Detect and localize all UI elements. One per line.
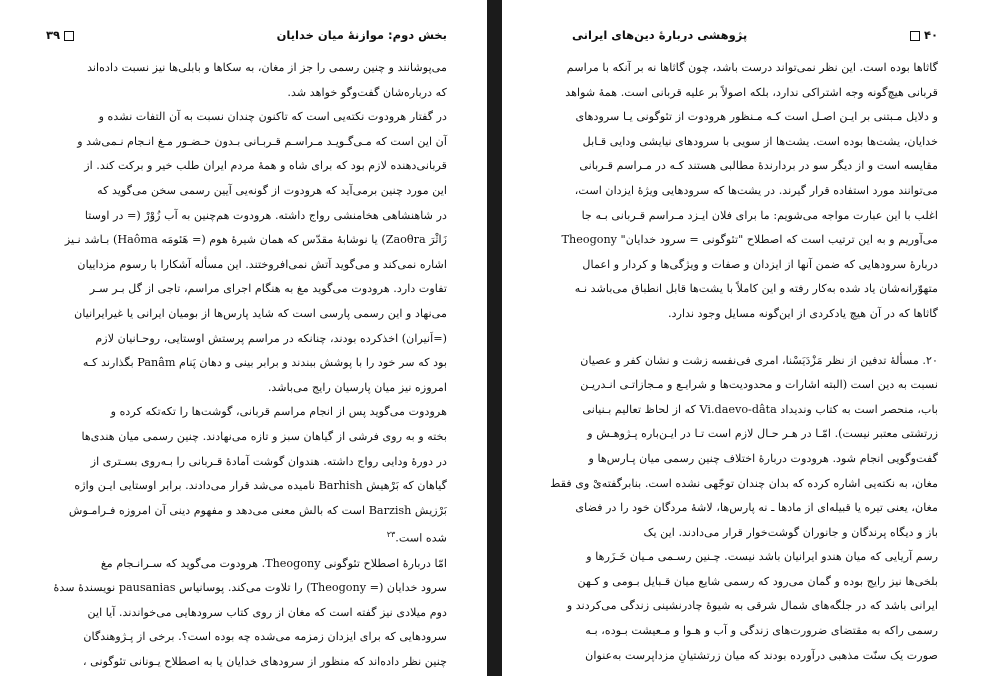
text-line: دوم میلادی نیز گفته است که مغان از روی کتاب سرودهایی می‌خواندند. آیا این [87, 605, 447, 619]
text-line: چنین نظر داده‌اند که منظور از سرودهای خدایان یا به اصطلاح یـونانی تئوگونی ، [83, 654, 447, 668]
text-line: قربانی هیچ‌گونه وجه اشتراکی ندارد، بلکه اصولاً بر علیه قربانی است. همهٔ شواهد [565, 85, 938, 99]
text-line: زَاثْرَ Zaoθra) یا نوشابهٔ مقدّس که همان شیرهٔ هوم (= هَئومَه Haôma) بـاشد نـیز [64, 233, 447, 247]
text-line: نسبت به دین است (البته اشارات و محدودیت‌ها و شرایـع و مـجازاتـی انـدریـن [580, 378, 938, 392]
text-line: بلخی‌ها نیز رایج بوده و گمان می‌رود که رسمی شایع میان قـبایل بـومی و کـهن [577, 574, 938, 588]
text-line: می‌توانند مورد استفاده قرار گیرند. در یشت‌ها که سرودهایی ویژهٔ ایزدان است، [574, 183, 938, 197]
header-title: بخش دوم: موازنهٔ میان خدایان [276, 28, 447, 42]
text-line: متهوّرانه‌شان یاد شده به‌کار رفته و این کاملاً با یشت‌ها قابل انطباق می‌باشد نـه [574, 282, 938, 296]
text-line: اغلب با این عبارت مواجه می‌شویم: ما برای فلان ایـزد مـراسم قـربانی بـه جا [581, 208, 938, 222]
text-line: تفاوت دارد. هرودوت می‌گوید مغ به هنگام اجرای مراسم، تاجی از گل بـر سـر [89, 282, 447, 296]
text-line: می‌نهاد و این رسمی پارسی است که شاید پارس‌ها از بومیان ایرانی یا غیرایرانیان [74, 306, 447, 320]
square-ornament-icon [64, 31, 74, 41]
running-head [46, 26, 447, 44]
text-line: شده است. [395, 532, 447, 546]
text-line: مغان، به نکته‌یی اشاره کرده که بدان چندان توجّهی نشده است. بنابرگفته‌یْ وی فقط [550, 476, 938, 490]
text-line: بود که سر خود را با پوشش ببندند و برابر بینی و دهان پَنام Panâm بگذارند کـه [82, 356, 447, 370]
text-line: باز و دیگاه پرندگان و جانوران گوشت‌خوار قرار می‌دادند. این یک [643, 525, 938, 539]
text-line: سرود خدایان (= Theogony) را تلاوت می‌کند. پوسانیاس pausanias نویسندهٔ سدهٔ [53, 581, 447, 595]
text-line: ایرانی باشد که در جلگه‌های شمال شرقی به شیوهٔ چادرنشینی زندگی می‌کردند و [566, 599, 938, 613]
book-gutter [487, 0, 502, 676]
text-line: مغان، یعنی تیره یا قبیله‌ای از مادها ـ نه پارس‌ها، لاشهٔ مردگان خود را در فضای [575, 501, 938, 515]
page-number: ۳۹ [46, 28, 61, 42]
footnote-marker: ۲۳ [386, 530, 396, 540]
text-line-with-footnote [46, 523, 447, 551]
text-line: مقایسه است و از دیگر سو در بردارندهٔ مطالبی هستند کـه در مـراسم قـربانی [579, 159, 938, 173]
right-page [502, 0, 988, 676]
text-line: رسم آریایی که میان هندو ایرانیان باشد نیست. چـنین رسـمی مـیان خَـزَرها و [586, 550, 938, 564]
square-ornament-icon [910, 31, 920, 41]
page-number: ۴۰ [923, 28, 938, 42]
text-line: امّا دربارهٔ اصطلاح تئوگونی Theogony. هرودوت می‌گوید که سـرانـجام مغ [100, 556, 447, 570]
text-line: می‌آوریم و به این ترتیب است که اصطلاح "تئوگونی = سرود خدایان" Theogony [561, 233, 938, 247]
text-line: امروزه نیز میان پارسیان رایج می‌باشد. [267, 380, 447, 394]
text-line: صورت یک سنّت مذهبی درآورده بودند که میان زرتشتیانِ مزداپرست به‌عنوان [585, 648, 938, 662]
text-line: باب، منحصر است به کتاب وندیداد Vi.daevo-dâta که از لحاظ تعالیم بـنیانی [582, 402, 938, 416]
text-line: این مورد چنین برمی‌آید که هرودوت از گونه‌یی آیین رسمی سخن می‌گوید که [97, 183, 447, 197]
text-line: و دلایل مـبتنی بر ایـن اصـل است کـه مـنظور هرودوت از تئوگونی یـا سرودهای [575, 110, 938, 124]
text-line: ۲۰. مسألهٔ تدفین از نظر مَزْدَیَسْنا، امری فی‌نفسه زشت و نشان کفر و عصیان [580, 353, 938, 367]
text-line: رسمی راکه به مقتضای ضرورت‌های زندگی و آب و هـوا و مـعیشت بـوده، بـه [585, 624, 938, 638]
text-line: زرتشتی معتبر نیست). امّـا در هـر حـال لازم است تـا در ایـن‌باره پـژوهـش و [587, 427, 938, 441]
text-line: سرودهایی که برای ایزدان زمزمه می‌شده چه بوده است؟. برخی از پـژوهندگان [83, 630, 447, 644]
text-line: می‌پوشانند و چنین رسمی را جز از مغان، به سکاها و بابلی‌ها نیز نسبت داده‌اند [87, 61, 447, 74]
text-line: که درباره‌شان گفت‌وگو خواهد شد. [287, 85, 447, 99]
text-line: دربارهٔ سرودهایی که ضمن آنها از ایزدان و صفات و ویژگی‌ها و کردار و اعمال [582, 257, 938, 271]
text-line: گاثاها که در آن هیچ یادکردی از این‌گونه مسایل وجود ندارد. [668, 306, 938, 320]
text-line: بخته و به روی فرشی از گیاهان سبز و تازه می‌نهادند. چنین رسمی میان هندی‌ها [81, 429, 447, 443]
body-text [550, 56, 938, 668]
text-line: خدایان، یشت‌ها بوده است. یشت‌ها از سویی با سرودهای نیایشی ودایی قـابل [582, 134, 938, 148]
page-number-group [46, 28, 78, 42]
text-line: گیاهان که بَرْهیش Barhish نامیده می‌شد قرار می‌دادند. برابر اوستایی ایـن واژه [74, 479, 447, 493]
text-line: آن این است که مـی‌گـویـد مـراسـم قـربـانی بـدون حـضـور مـغ انـجام نـمی‌شد و [77, 134, 447, 148]
text-line: قربانی‌دهنده لازم بود که برای شاه و همهٔ مردم ایران طلب خیر و برکت کند. از [84, 159, 447, 173]
page-number-group [906, 28, 938, 42]
text-line: در شاهنشاهی هخامنشی رواج داشته. هرودوت هم‌چنین به آب زُوْرْ (= در اوستا [84, 208, 447, 222]
paragraph-gap [572, 327, 938, 349]
text-line: در گفتار هرودوت نکته‌یی است که تاکنون چندان نسبت به آن التفات نشده و [98, 110, 447, 124]
text-line: در دورهٔ ودایی رواج داشته. هندوان گوشت آمادهٔ قـربانی را بـه‌روی بسـتری از [90, 454, 447, 468]
text-line: بَرْزیش Barzish است که بالش معنی می‌دهد و مفهوم دینی آن امروزه فـرامـوش [68, 503, 447, 517]
text-line: هرودوت می‌گوید پس از انجام مراسم قربانی، گوشت‌ها را تکه‌تکه کرده و [110, 405, 447, 419]
running-head [572, 26, 938, 44]
text-line: گفت‌وگویی انجام شود. هرودوت دربارهٔ اختلاف چنین رسمی میان پـارس‌ها و [588, 451, 938, 465]
header-title: پژوهشی دربارهٔ دین‌های ایرانی [572, 28, 748, 42]
text-line: اشاره نمی‌کند و می‌گوید آتش نمی‌افروختند. این مسأله آشکارا با رسوم مزداییان [77, 257, 447, 271]
body-text [46, 56, 447, 675]
text-line: گاثاها بوده است. این نظر نمی‌تواند درست باشد، چون گاثاها نه بر آنکه با مراسم [566, 61, 938, 74]
left-page [0, 0, 487, 676]
text-line: (=اَنیران) اخذکرده بودند، چنانکه در مراسم پرستش اوستایی، روحـانیان لازم [95, 331, 447, 345]
